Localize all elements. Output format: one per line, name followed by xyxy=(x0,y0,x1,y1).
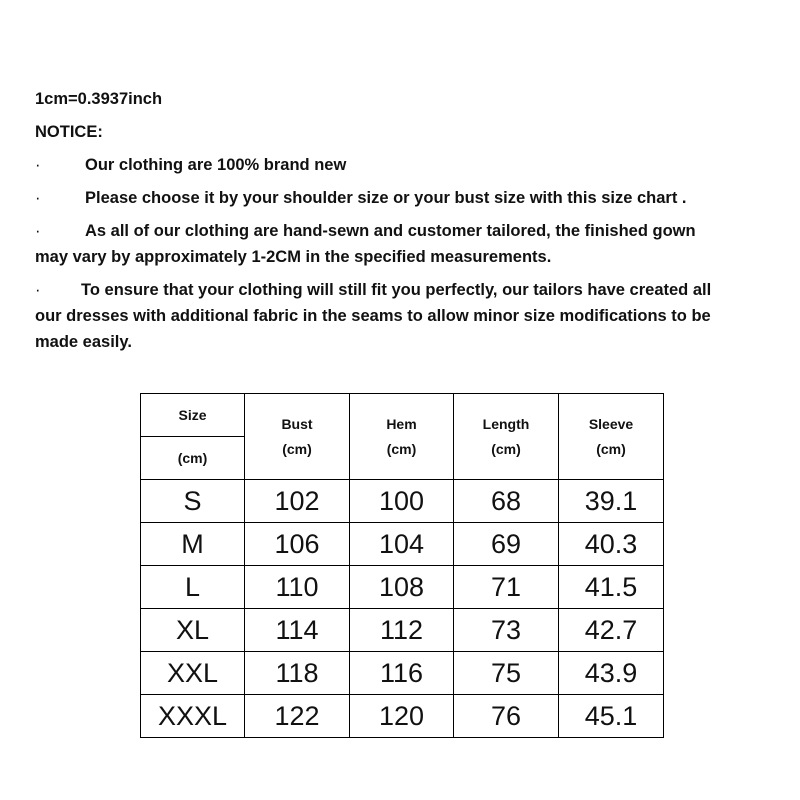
size-cell: S xyxy=(141,480,245,523)
hem-cell: 120 xyxy=(350,695,454,738)
size-chart-table xyxy=(140,393,664,738)
column-header-name: Sleeve xyxy=(588,415,634,432)
hem-cell: 112 xyxy=(350,609,454,652)
sleeve-cell: 45.1 xyxy=(559,695,664,738)
hem-cell: 104 xyxy=(350,523,454,566)
sleeve-cell: 40.3 xyxy=(559,523,664,566)
notice-text: Our clothing are 100% brand new xyxy=(85,156,347,174)
length-cell: 73 xyxy=(454,609,559,652)
column-header-unit: (cm) xyxy=(596,440,626,457)
column-header-unit: (cm) xyxy=(386,440,417,457)
column-header-unit: (cm) xyxy=(491,440,521,457)
table-row xyxy=(141,652,664,695)
length-cell: 71 xyxy=(454,566,559,609)
bust-cell: 102 xyxy=(245,480,350,523)
notice-label: NOTICE: xyxy=(35,123,103,141)
column-header-hem xyxy=(350,394,454,480)
size-header-cell: Size xyxy=(141,394,245,437)
length-cell: 68 xyxy=(454,480,559,523)
size-cell: XXXL xyxy=(141,695,245,738)
length-cell: 76 xyxy=(454,695,559,738)
size-cell: L xyxy=(141,566,245,609)
sleeve-cell: 42.7 xyxy=(559,609,664,652)
sleeve-cell: 41.5 xyxy=(559,566,664,609)
column-header-name: Hem xyxy=(386,415,417,432)
notice-text-continued: our dresses with additional fabric in the seams to allow minor size modifications to be xyxy=(35,307,711,325)
sleeve-cell: 39.1 xyxy=(559,480,664,523)
notice-item xyxy=(35,185,765,211)
table-row xyxy=(141,523,664,566)
bust-cell: 114 xyxy=(245,609,350,652)
bullet-icon: · xyxy=(35,156,41,174)
column-header-sleeve xyxy=(559,394,664,480)
notice-text: As all of our clothing are hand-sewn and customer tailored, the finished gown xyxy=(85,222,696,240)
size-cell: XL xyxy=(141,609,245,652)
notice-item xyxy=(35,277,765,355)
hem-cell: 116 xyxy=(350,652,454,695)
bust-cell: 122 xyxy=(245,695,350,738)
bust-cell: 118 xyxy=(245,652,350,695)
conversion-note: 1cm=0.3937inch xyxy=(35,90,163,108)
size-cell: M xyxy=(141,523,245,566)
column-header-unit: (cm) xyxy=(282,440,312,457)
sleeve-cell: 43.9 xyxy=(559,652,664,695)
bust-cell: 106 xyxy=(245,523,350,566)
notice-item xyxy=(35,218,765,270)
notice-text: Please choose it by your shoulder size or your bust size with this size chart . xyxy=(85,189,687,207)
bust-cell: 110 xyxy=(245,566,350,609)
notice-text-continued: may vary by approximately 1-2CM in the specified measurements. xyxy=(35,248,552,266)
size-unit-cell: (cm) xyxy=(141,437,245,480)
bullet-icon: · xyxy=(35,189,41,207)
hem-cell: 100 xyxy=(350,480,454,523)
column-header-name: Length xyxy=(482,415,530,432)
notice-item xyxy=(35,152,765,178)
column-header-length xyxy=(454,394,559,480)
size-cell: XXL xyxy=(141,652,245,695)
notice-text: To ensure that your clothing will still fit you perfectly, our tailors have created all xyxy=(81,281,712,299)
notice-text-continued: made easily. xyxy=(35,333,132,351)
column-header-name: Bust xyxy=(281,415,313,432)
length-cell: 75 xyxy=(454,652,559,695)
notice-block xyxy=(35,86,765,355)
bullet-icon: · xyxy=(35,281,41,299)
length-cell: 69 xyxy=(454,523,559,566)
table-row xyxy=(141,566,664,609)
table-header-row xyxy=(141,394,664,437)
column-header-bust xyxy=(245,394,350,480)
table-row xyxy=(141,480,664,523)
hem-cell: 108 xyxy=(350,566,454,609)
bullet-icon: · xyxy=(35,222,41,240)
table-row xyxy=(141,609,664,652)
table-row xyxy=(141,695,664,738)
